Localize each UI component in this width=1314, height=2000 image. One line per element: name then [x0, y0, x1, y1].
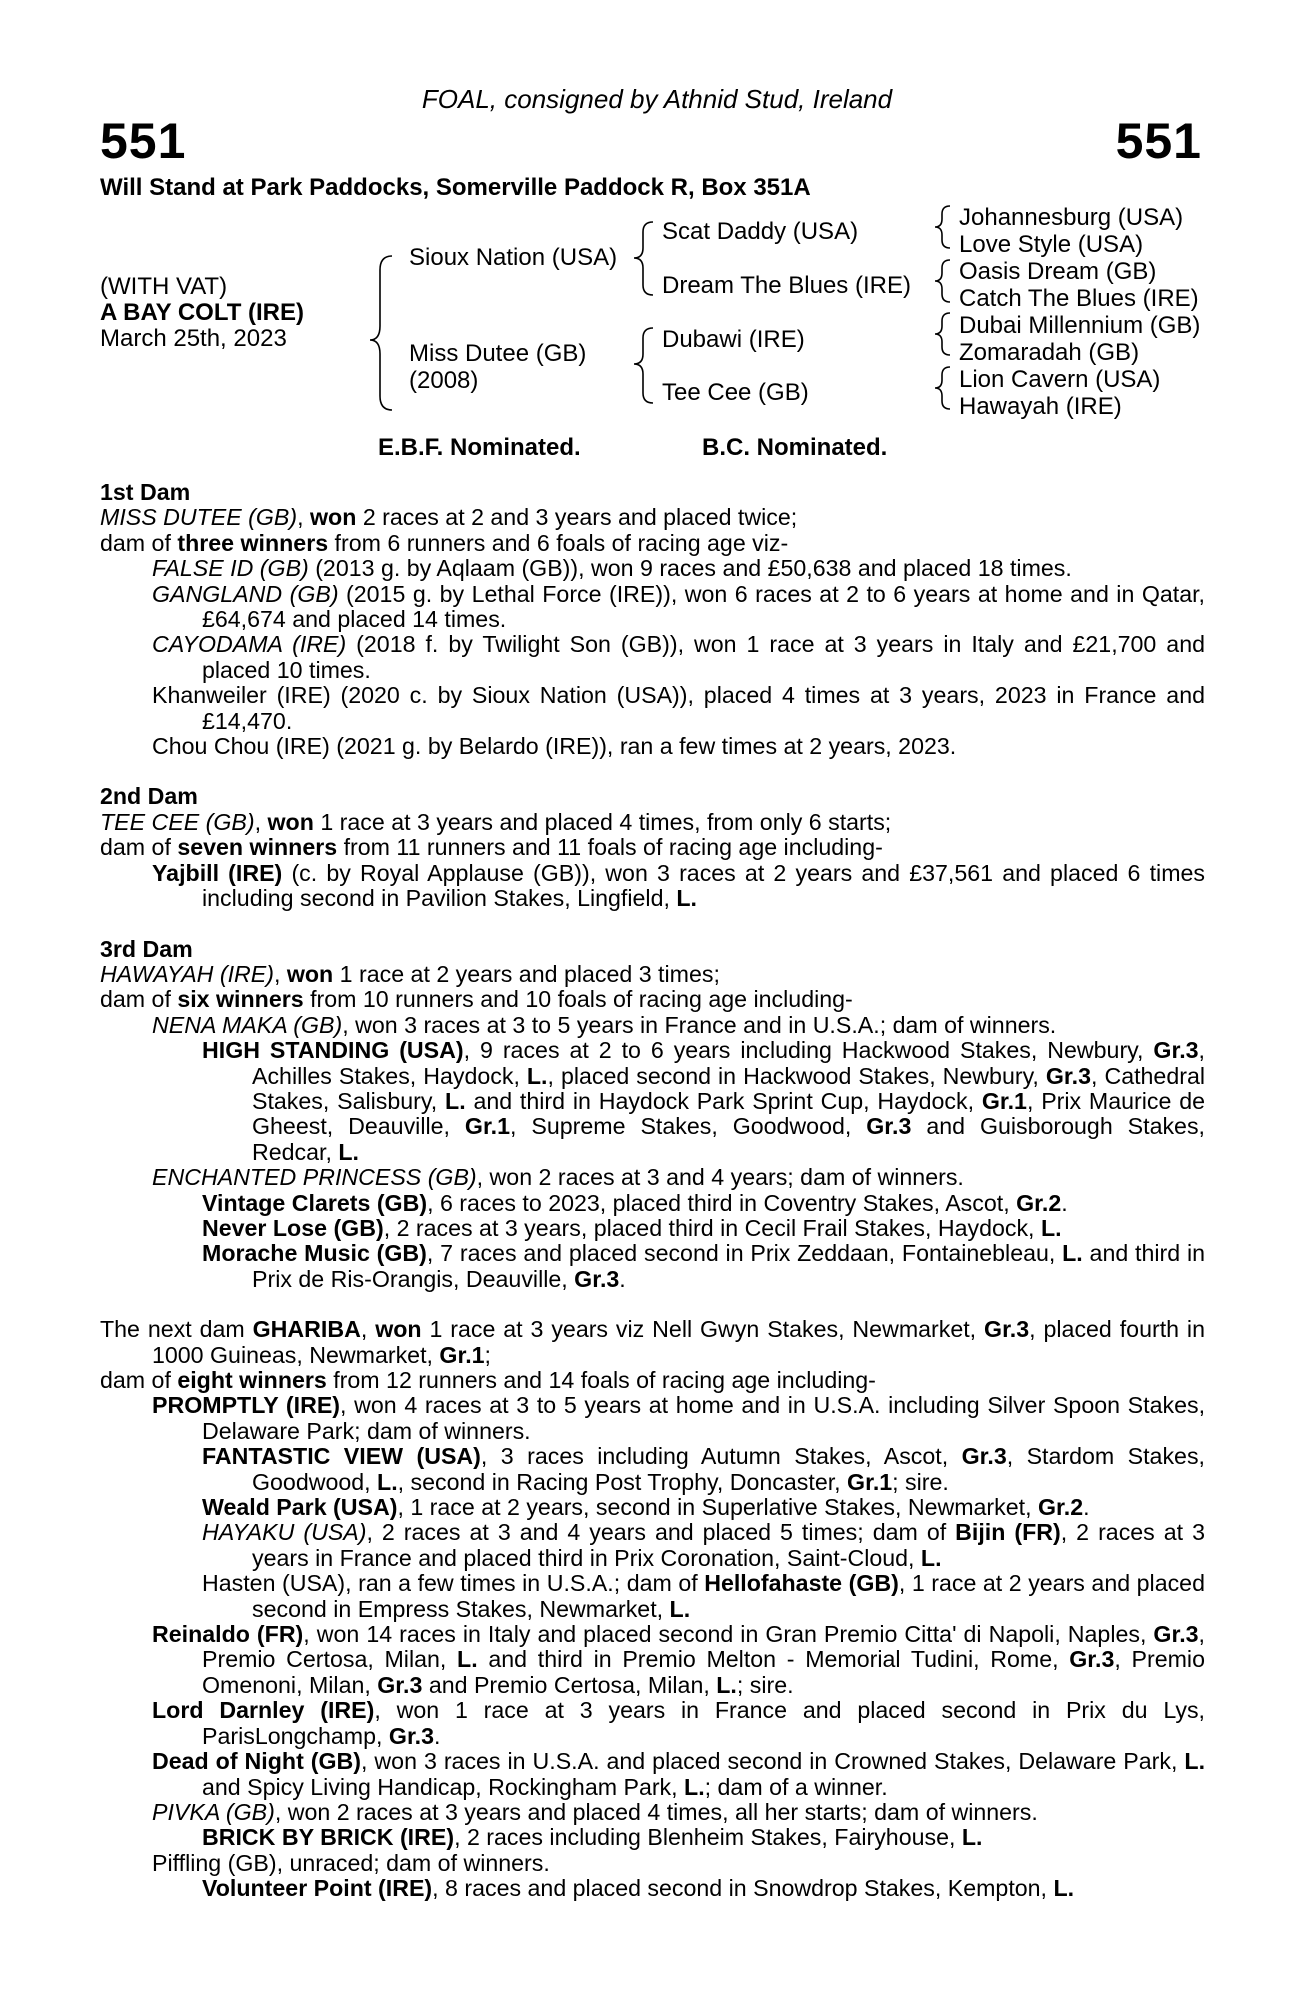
third-dam-record: HAWAYAH (IRE), won 1 race at 2 years and placed 3 times;	[100, 960, 720, 987]
pedigree-sire: Sioux Nation (USA)	[409, 244, 618, 271]
pedigree-dss: Dubai Millennium (GB)	[959, 312, 1201, 339]
foal-entry: FALSE ID (GB) (2013 g. by Aqlaam (GB)), won 9 races and £50,638 and placed 18 times.	[152, 555, 1072, 582]
second-dam-heading: 2nd Dam	[100, 783, 198, 810]
pedigree-sire-dam: Dream The Blues (IRE)	[662, 272, 911, 299]
produce-entry: Vintage Clarets (GB), 6 races to 2023, placed third in Coventry Stakes, Ascot, Gr.2.	[202, 1189, 1068, 1216]
pedigree-dam-dam: Tee Cee (GB)	[662, 379, 809, 406]
second-dam-record: TEE CEE (GB), won 1 race at 3 years and placed 4 times, from only 6 starts;	[100, 808, 892, 835]
produce-entry: BRICK BY BRICK (IRE), 2 races including Blenheim Stakes, Fairyhouse, L.	[202, 1824, 983, 1851]
produce-entry: HIGH STANDING (USA), 9 races at 2 to 6 years including Hackwood Stakes, Newbury, Gr.3, Achilles Stakes, Haydock, L., placed second in Hackwood Stakes, Newbury, Gr.3, Cathedral Stakes, Salisbury, L. and third in Haydock Park Sprint Cup, Haydock, Gr.1, Prix Maurice de Gheest, Deauville, Gr.1, Supreme Stakes, Goodwood, Gr.3 and Guisborough Stakes, Redcar, L.	[202, 1037, 1206, 1165]
lot-number-right: 551	[1115, 113, 1202, 169]
vat-label: (WITH VAT)	[100, 273, 228, 300]
produce-entry: Never Lose (GB), 2 races at 3 years, placed third in Cecil Frail Stakes, Haydock, L.	[202, 1214, 1062, 1241]
foal-entry: GANGLAND (GB) (2015 g. by Lethal Force (IRE)), won 6 races at 2 to 6 years at home and in Qatar, £64,674 and placed 14 times.	[152, 580, 1205, 633]
produce-entry: Morache Music (GB), 7 races and placed second in Prix Zeddaan, Fontainebleau, L. and third in Prix de Ris-Orangis, Deauville, Gr.3.	[202, 1240, 1205, 1292]
horse-name: A BAY COLT (IRE)	[100, 299, 305, 326]
produce-entry: HAYAKU (USA), 2 races at 3 and 4 years and placed 5 times; dam of Bijin (FR), 2 races at 3 years in France and placed third in Prix Coronation, Saint-Cloud, L.	[202, 1519, 1206, 1571]
first-dam-produce: dam of three winners from 6 runners and 6 foals of racing age viz-	[100, 529, 789, 556]
produce-entry: Lord Darnley (IRE), won 1 race at 3 years in France and placed second in Prix du Lys, ParisLongchamp, Gr.3.	[152, 1697, 1205, 1749]
first-dam-heading: 1st Dam	[100, 479, 191, 505]
pedigree-dam-year: (2008)	[409, 367, 479, 394]
produce-entry: Dead of Night (GB), won 3 races in U.S.A. and placed second in Crowned Stakes, Delaware Park, L. and Spicy Living Handicap, Rockingham Park, L.; dam of a winner.	[152, 1748, 1206, 1800]
produce-entry: PIVKA (GB), won 2 races at 3 years and placed 4 times, all her starts; dam of winners.	[152, 1798, 1038, 1825]
pedigree-sire-sire: Scat Daddy (USA)	[662, 218, 859, 245]
stand-location: Will Stand at Park Paddocks, Somerville Paddock R, Box 351A	[100, 174, 811, 201]
pedigree-sds: Oasis Dream (GB)	[959, 258, 1157, 285]
consignor-line: FOAL, consigned by Athnid Stud, Ireland	[421, 84, 893, 114]
pedigree-sdd: Catch The Blues (IRE)	[959, 285, 1199, 312]
ebf-nomination: E.B.F. Nominated.	[378, 434, 581, 461]
produce-entry: FANTASTIC VIEW (USA), 3 races including Autumn Stakes, Ascot, Gr.3, Stardom Stakes, Goodwood, L., second in Racing Post Trophy, Doncaster, Gr.1; sire.	[202, 1443, 1205, 1495]
produce-entry: Hasten (USA), ran a few times in U.S.A.; dam of Hellofahaste (GB), 1 race at 2 years and placed second in Empress Stakes, Newmarket, L.	[202, 1570, 1205, 1622]
pedigree-dam: Miss Dutee (GB)	[409, 340, 587, 367]
bc-nomination: B.C. Nominated.	[702, 434, 888, 461]
pedigree-ssd: Love Style (USA)	[959, 231, 1144, 258]
third-dam-heading: 3rd Dam	[100, 935, 193, 962]
foal-entry: Khanweiler (IRE) (2020 c. by Sioux Nation (USA)), placed 4 times at 3 years, 2023 in France and £14,470.	[152, 682, 1205, 734]
second-dam-produce: dam of seven winners from 11 runners and 11 foals of racing age including-	[100, 834, 883, 861]
horse-dob: March 25th, 2023	[100, 325, 287, 352]
produce-entry: ENCHANTED PRINCESS (GB), won 2 races at 3 and 4 years; dam of winners.	[152, 1164, 964, 1191]
catalogue-body	[100, 480, 1205, 1902]
foal-entry: Chou Chou (IRE) (2021 g. by Belardo (IRE)), ran a few times at 2 years, 2023.	[152, 733, 957, 760]
pedigree-sss: Johannesburg (USA)	[959, 204, 1184, 231]
third-dam-produce: dam of six winners from 10 runners and 10 foals of racing age including-	[100, 986, 853, 1013]
produce-entry: Piffling (GB), unraced; dam of winners.	[152, 1849, 550, 1876]
pedigree-dds: Lion Cavern (USA)	[959, 366, 1161, 393]
lot-number-left: 551	[100, 113, 187, 169]
produce-entry: Yajbill (IRE) (c. by Royal Applause (GB)), won 3 races at 2 years and £37,561 and placed 6 times including second in Pavilion Stakes, Lingfield, L.	[152, 859, 1205, 912]
next-dam-record: The next dam GHARIBA, won 1 race at 3 years viz Nell Gwyn Stakes, Newmarket, Gr.3, placed fourth in 1000 Guineas, Newmarket, Gr.1;	[100, 1316, 1205, 1368]
pedigree-ddd: Hawayah (IRE)	[959, 393, 1122, 420]
produce-entry: PROMPTLY (IRE), won 4 races at 3 to 5 years at home and in U.S.A. including Silver Spoon Stakes, Delaware Park; dam of winners.	[152, 1392, 1206, 1444]
pedigree-dsd: Zomaradah (GB)	[959, 339, 1140, 366]
first-dam-record: MISS DUTEE (GB), won 2 races at 2 and 3 years and placed twice;	[100, 504, 798, 531]
produce-entry: NENA MAKA (GB), won 3 races at 3 to 5 years in France and in U.S.A.; dam of winners.	[152, 1011, 1057, 1038]
produce-entry: Weald Park (USA), 1 race at 2 years, second in Superlative Stakes, Newmarket, Gr.2.	[202, 1494, 1090, 1521]
foal-entry: CAYODAMA (IRE) (2018 f. by Twilight Son (GB)), won 1 race at 3 years in Italy and £21,700 and placed 10 times.	[152, 631, 1205, 683]
next-dam-produce: dam of eight winners from 12 runners and 14 foals of racing age including-	[100, 1367, 876, 1393]
produce-entry: Volunteer Point (IRE), 8 races and placed second in Snowdrop Stakes, Kempton, L.	[202, 1875, 1075, 1902]
pedigree-dam-sire: Dubawi (IRE)	[662, 326, 805, 353]
produce-entry: Reinaldo (FR), won 14 races in Italy and placed second in Gran Premio Citta' di Napoli, Naples, Gr.3, Premio Certosa, Milan, L. and third in Premio Melton - Memorial Tudini, Rome, Gr.3, Premio Omenoni, Milan, Gr.3 and Premio Certosa, Milan, L.; sire.	[152, 1621, 1205, 1698]
